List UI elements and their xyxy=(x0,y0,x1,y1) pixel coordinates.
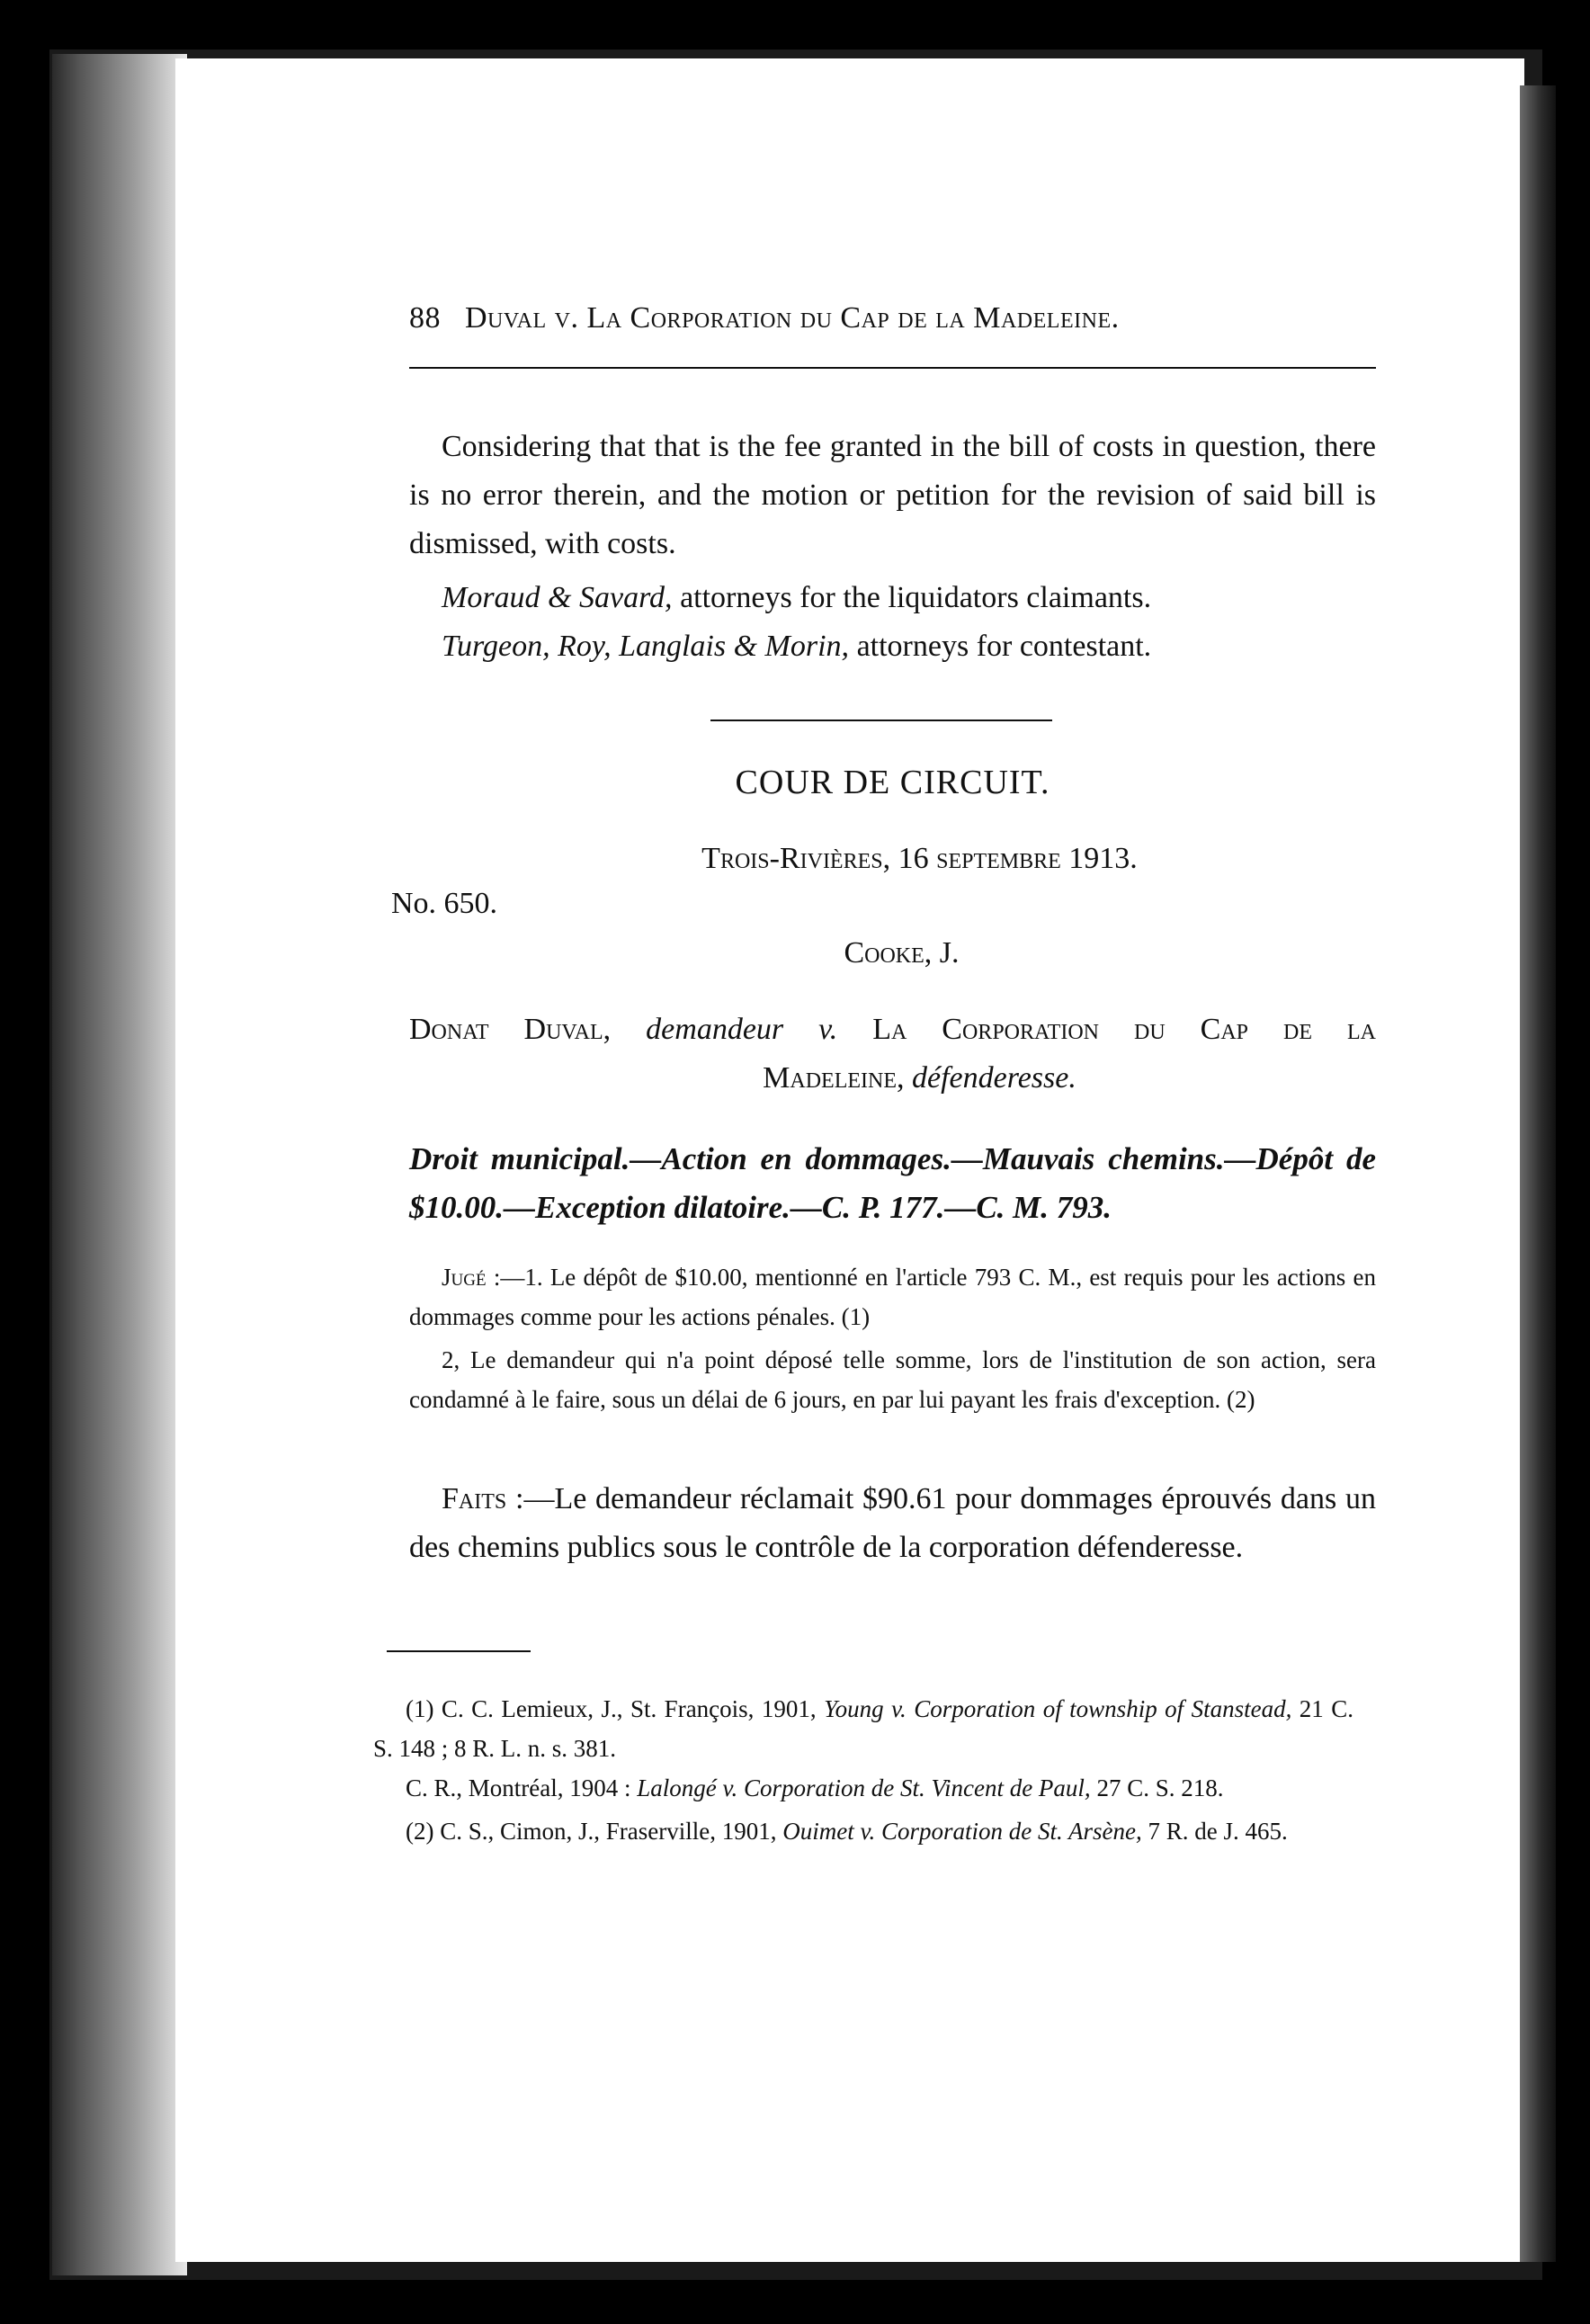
held-2: 2, Le demandeur qui n'a point déposé telle somme, lors de l'institution de son action, sera condamné à le faire, sous un délai de 6 jours, en par lui payant les frais d'exception. (2) xyxy=(409,1346,1376,1413)
fn1b-suffix: 27 C. S. 218. xyxy=(1090,1774,1224,1801)
versus: v. xyxy=(783,1013,873,1046)
court-name: COUR DE CIRCUIT. xyxy=(735,764,1050,801)
judge-block xyxy=(409,931,1376,976)
running-title: Duval v. La Corporation du Cap de la Madeleine. xyxy=(465,301,1120,335)
place-date: Trois-Rivières, 16 septembre 1913. xyxy=(701,842,1138,875)
attorneys-line-2 xyxy=(409,622,1376,671)
parties-line-2 xyxy=(409,1054,1376,1103)
footnote-rule xyxy=(387,1650,531,1652)
case-number: No. 650. xyxy=(391,887,498,920)
fn1b-prefix: C. R., Montréal, 1904 : xyxy=(406,1774,638,1801)
footnote-2 xyxy=(373,1811,1353,1851)
attorneys-line-1 xyxy=(409,574,1376,622)
headnote: Droit municipal.—Action en dommages.—Mauvais chemins.—Dépôt de $10.00.—Exception dilatoire.—C. P. 177.—C. M. 793. xyxy=(409,1141,1376,1225)
fn2-prefix: (2) C. S., Cimon, J., Fraserville, 1901, xyxy=(406,1818,783,1845)
attorneys-2-names: Turgeon, Roy, Langlais & Morin, xyxy=(442,630,850,663)
facts-paragraph xyxy=(409,1475,1376,1572)
attorneys-1-role: attorneys for the liquidators claimants. xyxy=(672,581,1152,614)
parties-line-1 xyxy=(409,1006,1376,1054)
fn2-suffix: 7 R. de J. 465. xyxy=(1141,1818,1288,1845)
juge-label: Jugé xyxy=(442,1264,487,1291)
defendant-name: La Corporation du Cap de la xyxy=(872,1013,1376,1046)
fn1a-suffix: 21 C. S. 148 ; 8 R. L. n. s. 381. xyxy=(373,1695,1354,1762)
page-number: 88 xyxy=(409,301,441,335)
facts-block xyxy=(409,1475,1376,1572)
plaintiff-role: demandeur xyxy=(611,1013,784,1046)
held-1 xyxy=(409,1257,1376,1336)
header-rule xyxy=(409,367,1376,369)
case-place-date-block xyxy=(409,836,1376,881)
footnotes xyxy=(373,1689,1353,1851)
preceding-case xyxy=(409,423,1376,671)
defendant-role: défenderesse. xyxy=(904,1061,1076,1095)
case-number-block xyxy=(391,881,1376,926)
page-edge xyxy=(1520,85,1556,2262)
fn1a-case: Young v. Corporation of township of Stanstead, xyxy=(824,1695,1292,1722)
plaintiff-name: Donat Duval, xyxy=(409,1013,612,1046)
fn1a-prefix: (1) C. C. Lemieux, J., St. François, 1901, xyxy=(406,1695,825,1722)
running-head xyxy=(409,301,1380,335)
fn2-case: Ouimet v. Corporation de St. Arsène, xyxy=(782,1818,1142,1845)
attorneys-2-role: attorneys for contestant. xyxy=(849,630,1152,663)
case-header xyxy=(409,760,1376,805)
footnote-1b xyxy=(373,1768,1353,1808)
faits-text: :—Le demandeur réclamait $90.61 pour dommages éprouvés dans un des chemins publics sous le contrôle de la corporation défenderesse. xyxy=(409,1482,1376,1564)
defendant-name-cont: Madeleine, xyxy=(763,1061,905,1095)
considering-paragraph: Considering that that is the fee granted in the bill of costs in question, there is no error therein, and the motion or petition for the revision of said bill is dismissed, with costs. xyxy=(409,430,1376,560)
faits-label: Faits xyxy=(442,1482,507,1515)
held-1-text: :—1. Le dépôt de $10.00, mentionné en l'article 793 C. M., est requis pour les actions en dommages comme pour les actions pénales. (1) xyxy=(409,1264,1376,1330)
headnote-block xyxy=(409,1135,1376,1232)
held-block xyxy=(409,1257,1376,1419)
attorneys-1-names: Moraud & Savard, xyxy=(442,581,673,614)
footnote-1a xyxy=(373,1689,1353,1768)
book-gutter-shadow xyxy=(52,54,187,2275)
parties xyxy=(409,1006,1376,1103)
fn1b-case: Lalongé v. Corporation de St. Vincent de Paul, xyxy=(637,1774,1091,1801)
section-divider xyxy=(710,720,1052,721)
judge-name: Cooke, J. xyxy=(844,936,960,970)
